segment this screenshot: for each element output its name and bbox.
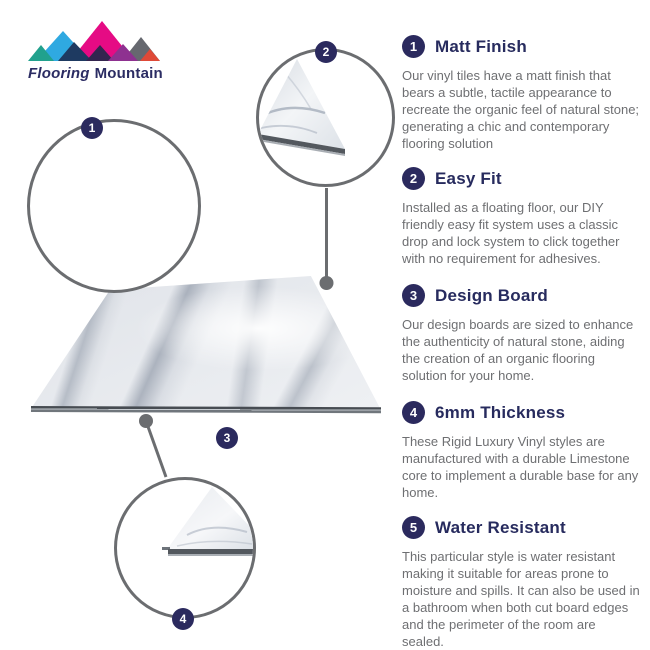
feature-heading-row [402,35,640,58]
feature-heading-row [402,516,640,539]
feature-item-design-board [402,284,640,384]
feature-title: Design Board [435,285,548,305]
tile-corner-detail-icon [259,51,392,184]
feature-description: Our vinyl tiles have a matt finish that bears a subtle, tactile appearance to recreate the organic feel of natural stone; generating a chic and contemporary flooring solution [402,68,640,151]
logo-mountains-icon [28,20,164,62]
brand-name-mountain: Mountain [94,65,163,82]
feature-description: Installed as a floating floor, our DIY friendly easy fit system uses a classic drop and lock system to click together with no requirement for adhesives. [402,200,620,266]
tile-edge-profile [31,406,381,413]
feature-badge: 1 [402,35,425,58]
callout-badge-3: 3 [216,427,238,449]
feature-title: Easy Fit [435,168,502,188]
feature-badge: 3 [402,284,425,307]
feature-heading-row [402,167,640,190]
connector-dot-tile-corner [320,276,334,290]
feature-badge: 2 [402,167,425,190]
feature-description: This particular style is water resistant making it suitable for areas prone to moisture and spills. It can also be used in a bathroom when both cut board edges and the perimeter of the room are sealed. [402,549,640,649]
tile-edge-detail-icon [117,480,253,616]
feature-item-easy-fit [402,167,640,267]
callout-circle-thickness [114,477,256,619]
brand-name [28,65,208,82]
feature-description: Our design boards are sized to enhance the authenticity of natural stone, aiding the creation of an organic flooring solution for your home. [402,317,634,383]
feature-heading-row [402,284,640,307]
vinyl-tile-image [30,275,382,409]
connector-dot-tile-edge [139,414,153,428]
feature-badge: 5 [402,516,425,539]
feature-description: These Rigid Luxury Vinyl styles are manufactured with a durable Limestone core to implement a durable base for any home. [402,434,639,500]
brand-logo [28,20,208,82]
feature-item-water-resistant [402,516,640,650]
callout-circle-easy-fit [256,48,395,187]
callout-badge-1: 1 [81,117,103,139]
feature-title: Matt Finish [435,36,527,56]
brand-name-flooring: Flooring [28,65,90,82]
feature-heading-row [402,401,640,424]
feature-item-thickness [402,401,640,501]
feature-item-matt-finish [402,35,640,152]
feature-title: Water Resistant [435,517,566,537]
callout-circle-matt-finish [27,119,201,293]
callout-badge-2: 2 [315,41,337,63]
feature-badge: 4 [402,401,425,424]
feature-title: 6mm Thickness [435,402,566,422]
callout-badge-4: 4 [172,608,194,630]
